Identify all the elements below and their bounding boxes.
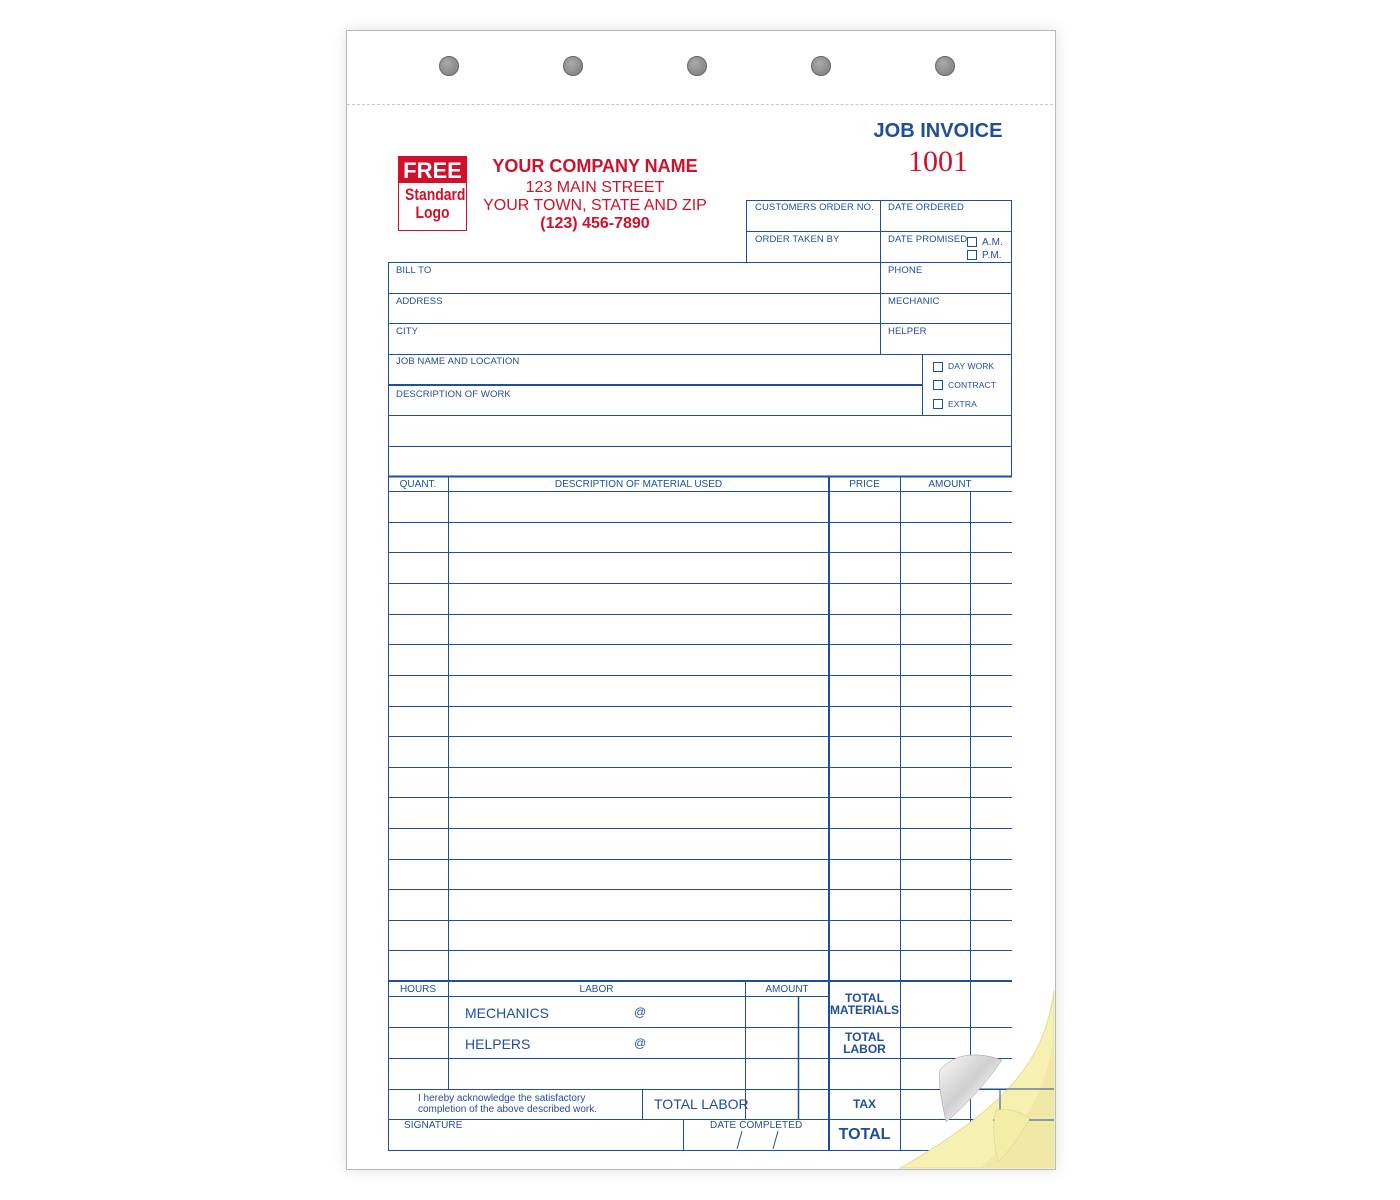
acknowledge-text: I hereby acknowledge the satisfactory completion of the above described work. bbox=[418, 1093, 597, 1115]
date-ordered-label: DATE ORDERED bbox=[888, 202, 964, 213]
city-label: CITY bbox=[396, 326, 419, 337]
helpers-label: HELPERS bbox=[465, 1036, 531, 1052]
extra-label: EXTRA bbox=[948, 399, 977, 409]
labor-amount-header: AMOUNT bbox=[765, 984, 809, 995]
date-completed-label: DATE COMPLETED bbox=[710, 1120, 803, 1131]
page-curl bbox=[860, 990, 1060, 1170]
am-checkbox[interactable] bbox=[967, 237, 977, 247]
customers-order-no-label: CUSTOMERS ORDER NO. bbox=[755, 202, 874, 213]
price-header: PRICE bbox=[849, 479, 880, 490]
day-work-label: DAY WORK bbox=[948, 361, 995, 371]
quant-header: QUANT. bbox=[399, 479, 437, 490]
description-material-header: DESCRIPTION OF MATERIAL USED bbox=[554, 479, 723, 490]
extra-checkbox[interactable] bbox=[933, 399, 943, 409]
helpers-at: @ bbox=[634, 1036, 647, 1050]
logo-free-banner: FREE bbox=[399, 157, 466, 183]
pm-checkbox[interactable] bbox=[967, 250, 977, 260]
mechanics-at: @ bbox=[634, 1005, 647, 1019]
job-name-location-label: JOB NAME AND LOCATION bbox=[396, 356, 520, 367]
total-materials-line2: MATERIALS bbox=[829, 1003, 900, 1017]
bill-to-label: BILL TO bbox=[396, 265, 432, 276]
pm-label: P.M. bbox=[982, 250, 1002, 261]
order-taken-by-label: ORDER TAKEN BY bbox=[755, 234, 840, 245]
company-street: 123 MAIN STREET bbox=[525, 179, 665, 196]
company-city-state: YOUR TOWN, STATE AND ZIP bbox=[483, 197, 707, 214]
invoice-number: 1001 bbox=[908, 145, 968, 178]
hours-header: HOURS bbox=[399, 984, 437, 995]
phone-label: PHONE bbox=[888, 265, 923, 276]
contract-checkbox[interactable] bbox=[933, 380, 943, 390]
contract-label: CONTRACT bbox=[948, 380, 997, 390]
date-promised-label: DATE PROMISED bbox=[888, 234, 968, 245]
total-labor-text: TOTAL LABOR bbox=[654, 1096, 749, 1112]
grand-total-label: TOTAL bbox=[838, 1126, 891, 1143]
mechanic-label: MECHANIC bbox=[888, 296, 940, 307]
address-label: ADDRESS bbox=[396, 296, 443, 307]
tax-label: TAX bbox=[852, 1097, 877, 1111]
logo-standard: Standard bbox=[405, 185, 466, 204]
am-label: A.M. bbox=[982, 237, 1003, 248]
company-phone: (123) 456-7890 bbox=[540, 215, 650, 232]
company-name: YOUR COMPANY NAME bbox=[492, 156, 698, 176]
logo-logo: Logo bbox=[415, 203, 450, 222]
amount-header: AMOUNT bbox=[928, 479, 972, 490]
total-labor-line1: TOTAL bbox=[845, 1030, 884, 1044]
day-work-checkbox[interactable] bbox=[933, 362, 943, 372]
labor-header: LABOR bbox=[579, 984, 614, 995]
total-materials-line1: TOTAL bbox=[845, 991, 884, 1005]
total-labor-line2: LABOR bbox=[843, 1042, 886, 1056]
description-of-work-label: DESCRIPTION OF WORK bbox=[396, 389, 511, 400]
mechanics-label: MECHANICS bbox=[465, 1005, 550, 1021]
helper-label: HELPER bbox=[888, 326, 927, 337]
invoice-title: JOB INVOICE bbox=[873, 120, 1003, 142]
signature-label: SIGNATURE bbox=[404, 1120, 463, 1131]
